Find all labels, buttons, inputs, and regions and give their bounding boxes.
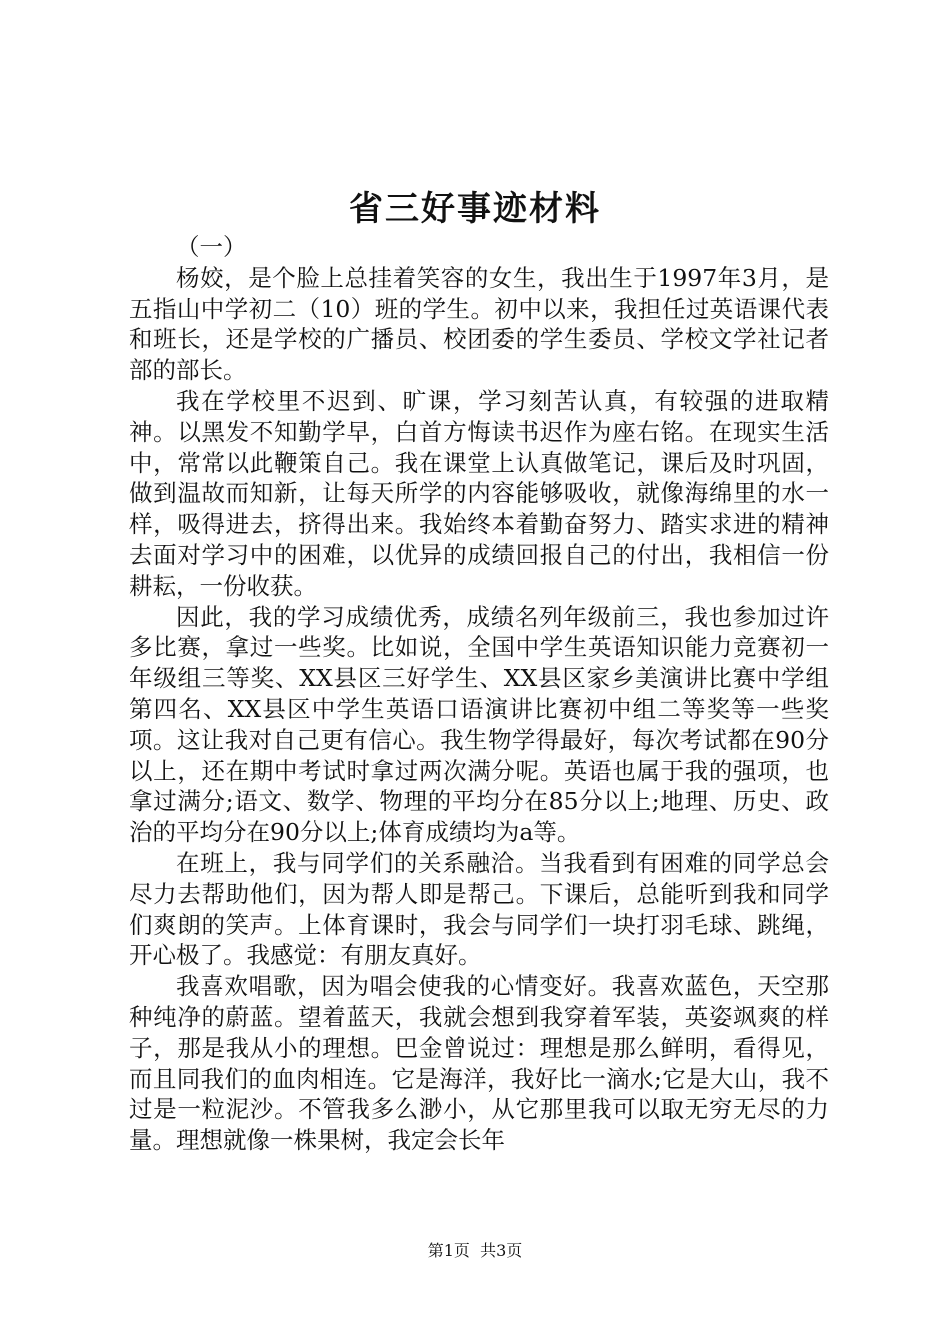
paragraph: 我在学校里不迟到、旷课，学习刻苦认真，有较强的进取精神。以黑发不知勤学早，白首方悔读书迟作为座右铭。在现实生活中，常常以此鞭策自己。我在课堂上认真做笔记，课后及时巩固，做到温故而知新，让每天所学的内容能够吸收，就像海绵里的水一样，吸得进去，挤得出来。我始终本着勤奋努力、踏实求进的精神去面对学习中的困难，以优异的成绩回报自己的付出，我相信一份耕耘，一份收获。	[129, 386, 829, 600]
document-title: 省三好事迹材料	[349, 189, 601, 229]
page-total: 共3页	[480, 1241, 523, 1260]
document-body	[129, 232, 829, 1156]
page-number: 第1页	[427, 1241, 470, 1260]
paragraph: 在班上，我与同学们的关系融洽。当我看到有困难的同学总会尽力去帮助他们，因为帮人即是帮己。下课后，总能听到我和同学们爽朗的笑声。上体育课时，我会与同学们一块打羽毛球、跳绳，开心极了。我感觉：有朋友真好。	[129, 848, 829, 970]
paragraph: 因此，我的学习成绩优秀，成绩名列年级前三，我也参加过许多比赛，拿过一些奖。比如说，全国中学生英语知识能力竞赛初一年级组三等奖、XX县区三好学生、XX县区家乡美演讲比赛中学组第四名、XX县区中学生英语口语演讲比赛初中组二等奖等一些奖项。这让我对自己更有信心。我生物学得最好，每次考试都在90分以上，还在期中考试时拿过两次满分呢。英语也属于我的强项，也拿过满分;语文、数学、物理的平均分在85分以上;地理、历史、政治的平均分在90分以上;体育成绩均为a等。	[129, 602, 829, 847]
page-footer	[0, 1240, 950, 1262]
section-label: （一）	[176, 233, 247, 261]
paragraph: 我喜欢唱歌，因为唱会使我的心情变好。我喜欢蓝色，天空那种纯净的蔚蓝。望着蓝天，我就会想到我穿着军装，英姿飒爽的样子，那是我从小的理想。巴金曾说过：理想是那么鲜明，看得见，而且同我们的血肉相连。它是海洋，我好比一滴水;它是大山，我不过是一粒泥沙。不管我多么渺小，从它那里我可以取无穷无尽的力量。理想就像一株果树，我定会长年	[129, 972, 829, 1155]
paragraph: 杨姣，是个脸上总挂着笑容的女生，我出生于1997年3月，是五指山中学初二（10）班的学生。初中以来，我担任过英语课代表和班长，还是学校的广播员、校团委的学生委员、学校文学社记者部的部长。	[129, 263, 829, 385]
